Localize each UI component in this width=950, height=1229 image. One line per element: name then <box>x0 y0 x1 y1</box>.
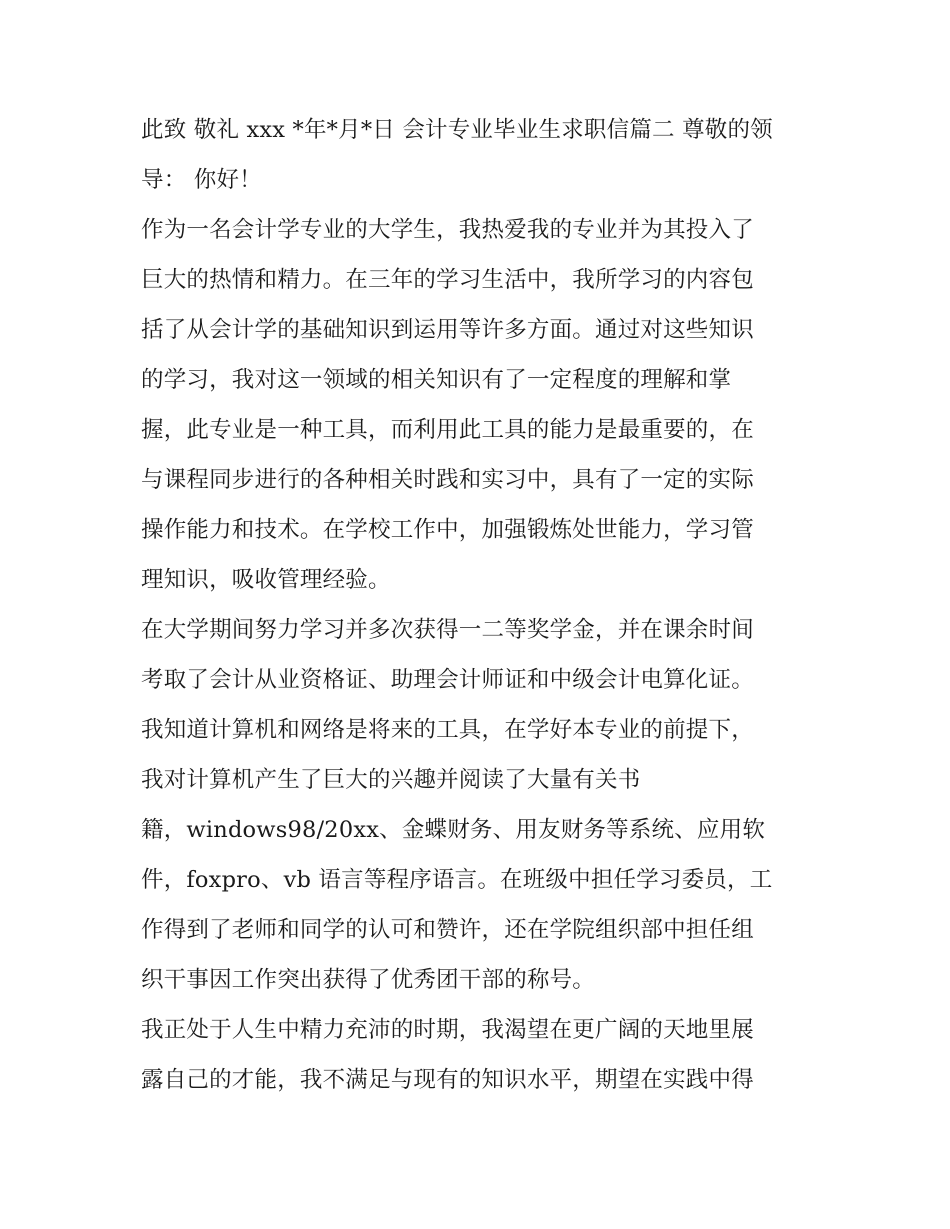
text-line: 件，foxpro、vb 语言等程序语言。在班级中担任学习委员，工 <box>141 867 773 893</box>
text-line: 我正处于人生中精力充沛的时期，我渴望在更广阔的天地里展 <box>141 1017 754 1043</box>
text-line: 括了从会计学的基础知识到运用等许多方面。通过对这些知识 <box>141 317 754 343</box>
text-line: 考取了会计从业资格证、助理会计师证和中级会计电算化证。 <box>141 667 754 693</box>
text-line: 我知道计算机和网络是将来的工具，在学好本专业的前提下， <box>141 717 754 743</box>
text-line: 与课程同步进行的各种相关时践和实习中，具有了一定的实际 <box>141 467 754 493</box>
text-line: 操作能力和技术。在学校工作中，加强锻炼处世能力，学习管 <box>141 517 754 543</box>
text-line: 我对计算机产生了巨大的兴趣并阅读了大量有关书 <box>141 767 641 793</box>
text-line: 理知识，吸收管理经验。 <box>141 567 391 593</box>
text-line: 握，此专业是一种工具，而利用此工具的能力是最重要的，在 <box>141 417 754 443</box>
text-line: 露自己的才能，我不满足与现有的知识水平，期望在实践中得 <box>141 1067 754 1093</box>
text-line: 织干事因工作突出获得了优秀团干部的称号。 <box>141 967 596 993</box>
text-line: 巨大的热情和精力。在三年的学习生活中，我所学习的内容包 <box>141 267 754 293</box>
text-line: 此致 敬礼 xxx *年*月*日 会计专业毕业生求职信篇二 尊敬的领 <box>141 117 773 143</box>
text-line: 作为一名会计学专业的大学生，我热爱我的专业并为其投入了 <box>141 217 754 243</box>
text-line: 作得到了老师和同学的认可和赞许，还在学院组织部中担任组 <box>141 917 754 943</box>
text-line: 导： 你好！ <box>141 167 262 193</box>
text-line: 籍，windows98/20xx、金蝶财务、用友财务等系统、应用软 <box>141 817 766 843</box>
text-line: 的学习，我对这一领域的相关知识有了一定程度的理解和掌 <box>141 367 732 393</box>
text-line: 在大学期间努力学习并多次获得一二等奖学金，并在课余时间 <box>141 617 754 643</box>
